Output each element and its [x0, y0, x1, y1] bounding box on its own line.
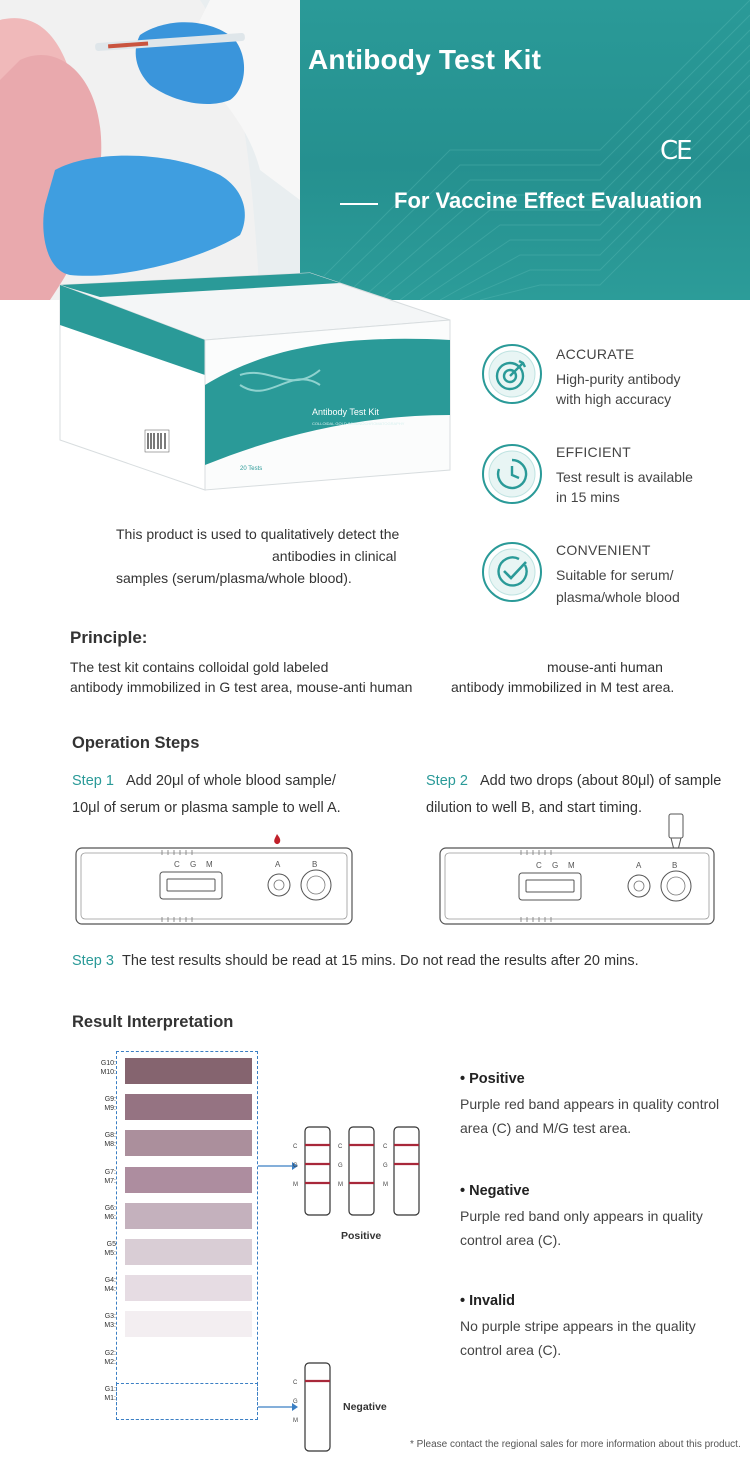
- negative-title: • Negative: [460, 1183, 530, 1199]
- box-product-name: Antibody Test Kit: [312, 407, 379, 417]
- strip-positive-2: [338, 1127, 374, 1215]
- intro-line-1: This product is used to qualitatively detect the: [116, 526, 400, 542]
- positive-title: • Positive: [460, 1071, 525, 1087]
- negative-desc-2: control area (C).: [460, 1232, 562, 1248]
- band-label: G8: M8:: [104, 1132, 116, 1148]
- product-box-image: [40, 265, 460, 515]
- band-label: G3: M3:: [104, 1313, 116, 1329]
- operation-heading: Operation Steps: [72, 734, 200, 752]
- step-1-text-1: Add 20μl of whole blood sample/: [126, 773, 336, 789]
- feature-efficient-desc-2: in 15 mins: [556, 489, 620, 505]
- svg-text:M: M: [293, 1182, 298, 1188]
- svg-text:C: C: [536, 861, 542, 870]
- color-band: [125, 1058, 252, 1084]
- blood-drop-icon: [274, 834, 280, 844]
- band-label: G9: M9:: [104, 1096, 116, 1112]
- color-band: [125, 1384, 252, 1410]
- svg-text:C: C: [174, 860, 180, 869]
- feature-efficient-title: EFFICIENT: [556, 444, 632, 460]
- color-band: [125, 1239, 252, 1265]
- svg-text:B: B: [312, 860, 318, 869]
- step-3-line: [72, 953, 639, 969]
- negative-desc-1: Purple red band only appears in quality: [460, 1208, 703, 1224]
- svg-text:M: M: [383, 1182, 388, 1188]
- invalid-title: • Invalid: [460, 1293, 516, 1309]
- invalid-desc-1: No purple stripe appears in the quality: [460, 1318, 696, 1334]
- svg-text:G: G: [293, 1399, 298, 1405]
- positive-desc-1: Purple red band appears in quality control: [460, 1096, 720, 1112]
- target-icon: [481, 343, 543, 405]
- invalid-desc-2: control area (C).: [460, 1342, 562, 1358]
- step-2-label: Step 2: [426, 773, 468, 789]
- principle-line-2a: antibody immobilized in G test area, mouse-anti human: [70, 679, 413, 695]
- positive-caption: Positive: [341, 1230, 382, 1242]
- band-label: G5 M5:: [104, 1241, 116, 1257]
- svg-text:G: G: [293, 1163, 298, 1169]
- svg-text:G: G: [338, 1163, 343, 1169]
- color-band: [125, 1167, 252, 1193]
- check-icon: [481, 541, 543, 603]
- feature-efficient-desc-1: Test result is available: [556, 469, 693, 485]
- svg-text:C: C: [293, 1144, 298, 1150]
- svg-text:G: G: [552, 861, 559, 870]
- hero-banner: [0, 0, 750, 300]
- strip-negative: [290, 1360, 340, 1456]
- svg-text:M: M: [206, 860, 213, 869]
- step-2-text-1: Add two drops (about 80μl) of sample: [480, 773, 722, 789]
- feature-convenient-desc-2: plasma/whole blood: [556, 589, 680, 605]
- band-label: G6: M6:: [104, 1205, 116, 1221]
- ce-mark: CE: [660, 136, 691, 166]
- vaccination-photo: [0, 0, 300, 300]
- svg-text:A: A: [275, 860, 281, 869]
- svg-text:M: M: [568, 861, 575, 870]
- step-3-label: Step 3: [72, 953, 114, 969]
- svg-text:M: M: [338, 1182, 343, 1188]
- negative-caption: Negative: [343, 1401, 387, 1413]
- step-2-line-2: dilution to well B, and start timing.: [426, 800, 642, 816]
- color-band: [125, 1203, 252, 1229]
- positive-strips: [290, 1124, 430, 1219]
- footnote: * Please contact the regional sales for more information about this product.: [410, 1439, 741, 1450]
- svg-text:C: C: [383, 1144, 388, 1150]
- strip-positive-1: [293, 1127, 330, 1215]
- principle-line-1a: The test kit contains colloidal gold labeled: [70, 659, 329, 675]
- color-band: [125, 1130, 252, 1156]
- feature-convenient-title: CONVENIENT: [556, 542, 651, 558]
- svg-text:B: B: [672, 861, 678, 870]
- principle-heading: Principle:: [70, 628, 148, 647]
- step-1-label: Step 1: [72, 773, 114, 789]
- principle-line-1b: mouse-anti human: [547, 659, 663, 675]
- step-3-text: The test results should be read at 15 mins. Do not read the results after 20 mins.: [121, 953, 639, 969]
- feature-convenient-desc-1: Suitable for serum/: [556, 567, 674, 583]
- hero-title: Antibody Test Kit: [308, 44, 542, 75]
- svg-text:G: G: [190, 860, 197, 869]
- svg-text:M: M: [293, 1418, 298, 1424]
- svg-text:C: C: [338, 1144, 343, 1150]
- clock-icon: [481, 443, 543, 505]
- positive-desc-2: area (C) and M/G test area.: [460, 1120, 632, 1136]
- band-label: G2: M2:: [104, 1350, 116, 1366]
- principle-line-2b: antibody immobilized in M test area.: [451, 679, 675, 695]
- subtitle-dash: [340, 203, 378, 205]
- color-band: [125, 1348, 252, 1374]
- test-cassette-step-2: [436, 812, 718, 928]
- step-1-line-1: [72, 773, 336, 789]
- box-test-count: 20 Tests: [240, 466, 263, 472]
- band-label: G7: M7:: [104, 1169, 116, 1185]
- feature-accurate-title: ACCURATE: [556, 346, 635, 362]
- intro-line-2: antibodies in clinical: [272, 548, 397, 564]
- feature-accurate-desc-1: High-purity antibody: [556, 371, 681, 387]
- box-ce-mark: CE: [415, 378, 426, 387]
- svg-text:G: G: [383, 1163, 388, 1169]
- intro-line-3: samples (serum/plasma/whole blood).: [116, 570, 352, 586]
- band-label: G10: M10:: [100, 1060, 116, 1076]
- svg-text:A: A: [636, 861, 642, 870]
- step-1-line-2: 10μl of serum or plasma sample to well A.: [72, 800, 341, 816]
- color-band: [125, 1275, 252, 1301]
- band-label: G1: M1:: [104, 1386, 116, 1402]
- band-label: G4: M4:: [104, 1277, 116, 1293]
- result-heading: Result Interpretation: [72, 1013, 234, 1031]
- strip-positive-3: [383, 1127, 419, 1215]
- step-2-line-1: [426, 773, 721, 789]
- hero-subtitle: For Vaccine Effect Evaluation: [394, 188, 703, 213]
- test-cassette-step-1: [72, 832, 356, 928]
- svg-text:C: C: [293, 1380, 298, 1386]
- feature-accurate-desc-2: with high accuracy: [556, 391, 672, 407]
- box-subline: COLLOIDAL GOLD IMMUNOCHROMATOGRAPHY: [312, 421, 405, 426]
- color-band: [125, 1311, 252, 1337]
- color-band: [125, 1094, 252, 1120]
